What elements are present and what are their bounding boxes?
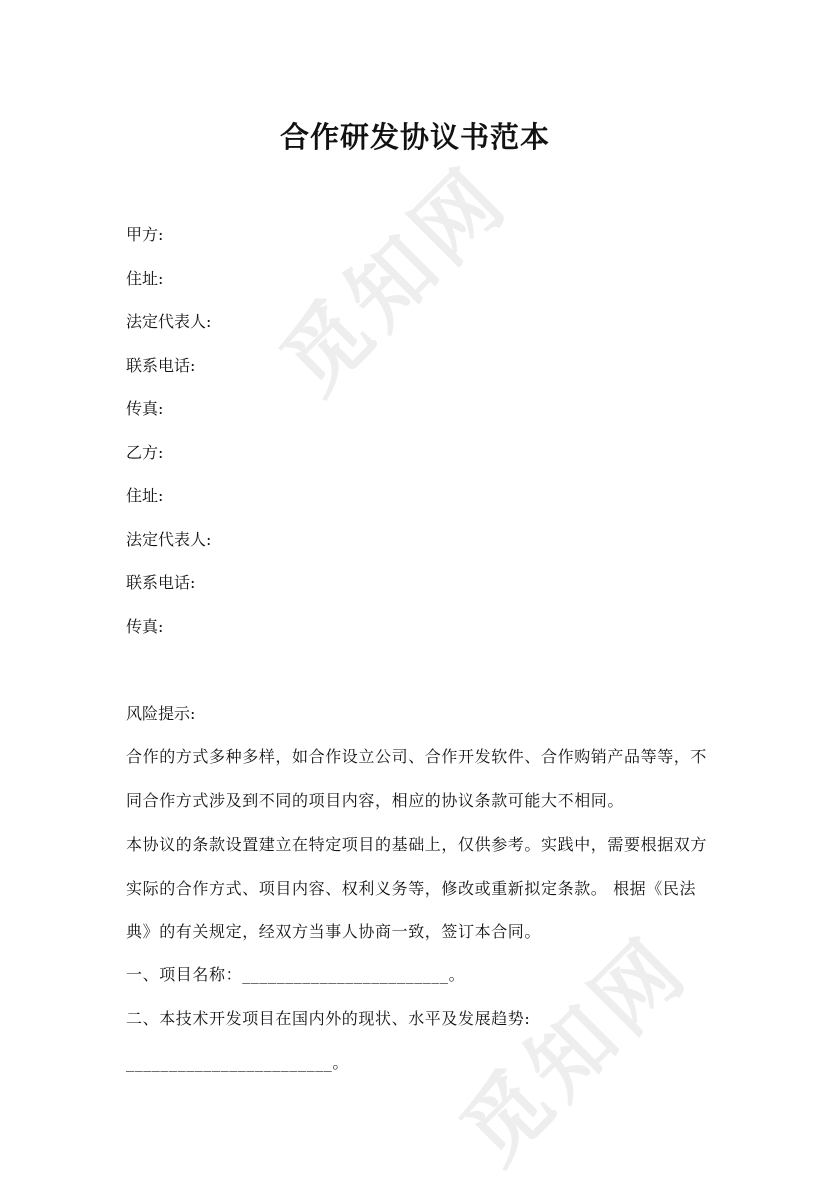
- party-a-address: 住址:: [126, 269, 164, 288]
- party-b-label: 乙方:: [126, 443, 164, 462]
- party-b-legal-rep: 法定代表人:: [126, 530, 212, 549]
- party-b-fax: 传真:: [126, 617, 164, 636]
- risk-heading: 风险提示:: [126, 704, 196, 723]
- party-a-legal-rep: 法定代表人:: [126, 312, 212, 331]
- clause-2-blank: ________________________。: [126, 1053, 349, 1072]
- risk-line-1: 合作的方式多种多样，如合作设立公司、合作开发软件、合作购销产品等等，不: [126, 747, 708, 766]
- party-a-fax: 传真:: [126, 399, 164, 418]
- party-b-phone: 联系电话:: [126, 573, 196, 592]
- risk-line-2: 同合作方式涉及到不同的项目内容，相应的协议条款可能大不相同。: [126, 791, 625, 810]
- party-a-phone: 联系电话:: [126, 356, 196, 375]
- party-b-address: 住址:: [126, 486, 164, 505]
- document-title: 合作研发协议书范本: [279, 120, 550, 154]
- watermark: 觅知网: [262, 147, 528, 413]
- clause-2-status: 二、本技术开发项目在国内外的现状、水平及发展趋势:: [126, 1009, 531, 1028]
- risk-line-5: 典》的有关规定，经双方当事人协商一致，签订本合同。: [126, 922, 542, 941]
- party-a-label: 甲方:: [126, 225, 164, 244]
- risk-line-3: 本协议的条款设置建立在特定项目的基础上，仅供参考。实践中，需要根据双方: [126, 835, 708, 854]
- watermark-bottom: 觅知网: [442, 917, 708, 1183]
- risk-line-4: 实际的合作方式、项目内容、权利义务等，修改或重新拟定条款。 根据《民法: [126, 879, 697, 898]
- clause-1-project-name: 一、项目名称：________________________。: [126, 965, 466, 984]
